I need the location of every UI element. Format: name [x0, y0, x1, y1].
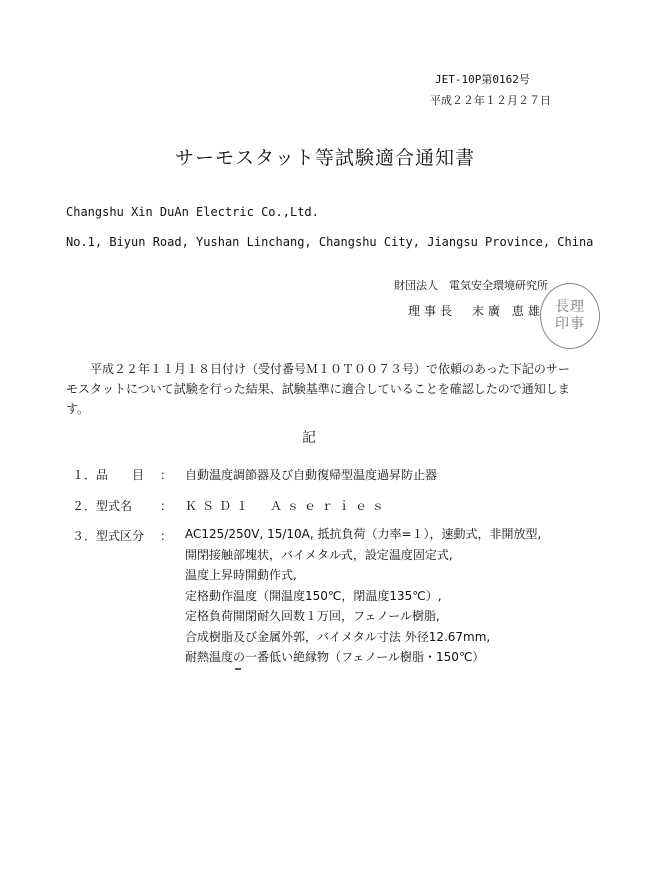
official-seal — [540, 283, 600, 349]
issuer-signatory: 理事長 末廣 恵雄 — [408, 304, 544, 318]
item-colon: ： — [160, 468, 173, 482]
item-label-hinmoku: １．品 目 — [72, 468, 145, 482]
issuer-organization: 財団法人 電気安全環境研究所 — [394, 279, 548, 292]
document-date: 平成２２年１２月２７日 — [430, 94, 551, 107]
seal-text-line1: 長理 — [555, 299, 585, 315]
ki-heading: 記 — [302, 430, 316, 446]
document-number: JET-10P第0162号 — [435, 73, 530, 86]
spec-line: AC125/250V, 15/10A, 抵抗負荷（力率=１），速動式，非開放型, — [185, 527, 542, 541]
spec-line: 開閉接触部塊状，バイメタル式，設定温度固定式, — [185, 547, 453, 562]
item-value-model-class — [185, 524, 541, 668]
item-label-model-name: ２．型式名 — [72, 499, 133, 513]
spec-line: 耐熱温度の一番低い絶縁物（フェノール樹脂・150℃） — [185, 650, 485, 664]
document-title: サーモスタット等試験適合通知書 — [175, 147, 476, 169]
item-colon: ： — [160, 499, 173, 513]
stray-mark — [235, 668, 241, 670]
seal-text-line2: 印事 — [555, 316, 585, 332]
item-label-model-class: ３．型式区分 — [72, 529, 145, 543]
body-text: 平成２２年１１月１８日付け（受付番号Ｍ１０Ｔ００７３号）で依頼のあった下記のサーモスタットについて試験を行った結果、試験基準に適合していることを確認したので通知します。 — [66, 362, 570, 416]
spec-line: 定格動作温度（開温度150℃，閉温度135℃）, — [185, 588, 442, 603]
recipient-company: Changshu Xin DuAn Electric Co.,Ltd. — [66, 205, 319, 219]
item-value-model-name: ＫＳＤ１ Ａｓｅｒｉｅｓ — [185, 499, 390, 513]
spec-line: 合成樹脂及び金属外郭，バイメタル寸法 外径12.67mm, — [185, 629, 491, 644]
body-paragraph — [66, 359, 571, 419]
recipient-address: No.1, Biyun Road, Yushan Linchang, Changshu City, Jiangsu Province, China — [66, 235, 594, 249]
item-colon: ： — [160, 529, 173, 543]
spec-line: 定格負荷開閉耐久回数１万回，フェノール樹脂, — [185, 609, 440, 623]
spec-line: 温度上昇時開動作式, — [185, 568, 297, 582]
item-value-hinmoku: 自動温度調節器及び自動復帰型温度過昇防止器 — [185, 468, 438, 482]
